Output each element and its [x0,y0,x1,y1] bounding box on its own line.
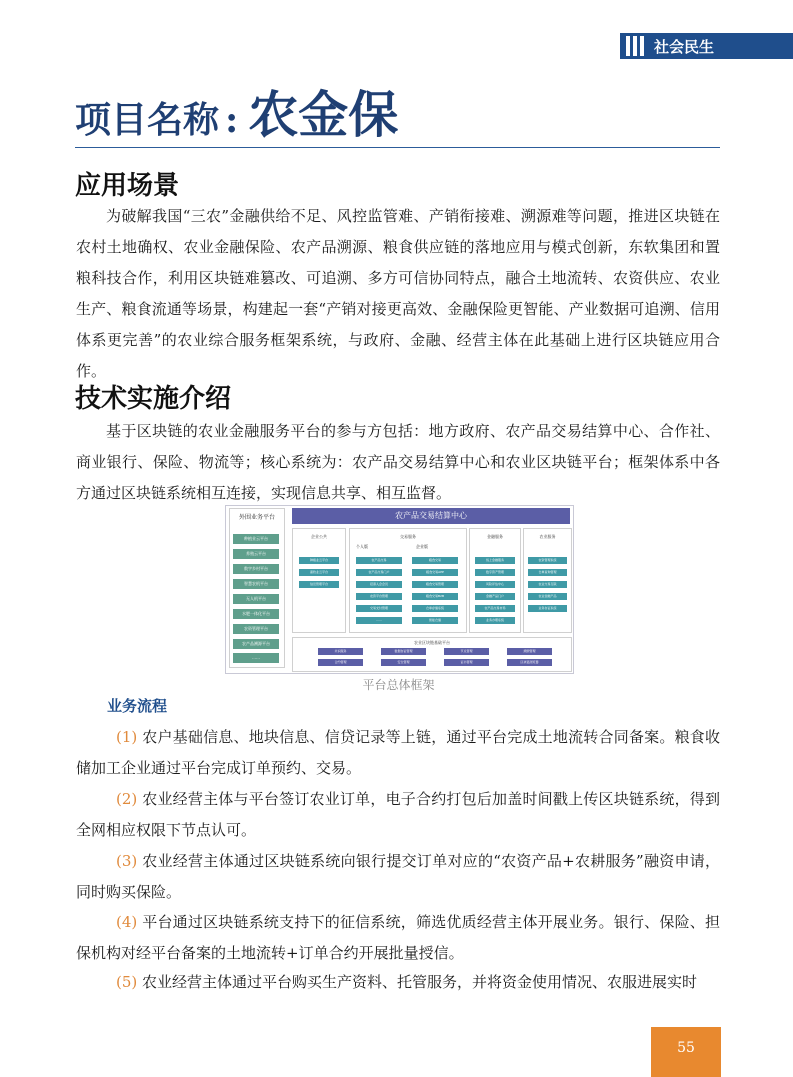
column-item: 仓单存储系统 [412,605,458,612]
base-platform-title: 农业区块链基础平台 [414,640,450,645]
title-divider [75,147,720,148]
step-text: 农业经营主体通过区块链系统向银行提交订单对应的“农资产品+农耕服务”融资申请，同时购买保险。 [76,852,720,901]
column-item: 交易支付管理 [356,605,402,612]
column-item: 粮食交易B2B [412,593,458,600]
peripheral-item: 无人机平台 [233,594,279,604]
column-item: 粮食交易 [412,557,458,564]
base-item: 区块链浏览器 [507,659,552,666]
column-item: 农产品交易 [356,557,402,564]
scenario-paragraph: 为破解我国“三农”金融供给不足、风控监管难、产销衔接难、溯源难等问题，推进区块链在农村土地确权、农业金融保险、农产品溯源、粮食供应链的落地应用与模式创新，东软集团和置粮科技合作，利用区块链难篡改、可追溯、多方可信协同特点，融合土地流转、农资供应、农业生产、粮食流通等场景，构建起一套“产销对接更高效、金融保险更智能、产业数据可追溯、信用体系更完善”的农业综合服务框架系统，与政府、金融、经营主体在此基础上进行区块链应用合作。 [76,207,720,380]
column-finance [469,528,521,633]
column-title: 农业服务 [539,534,556,539]
title-colon: : [225,99,239,141]
blockchain-base-platform [292,637,572,672]
peripheral-item: 种植业云平台 [233,534,279,544]
step-number: (2) [116,790,138,808]
column-item: 畜牧业云平台 [299,569,339,576]
column-item: 农资管理系统 [528,557,567,564]
page-title [75,75,398,147]
peripheral-item: 养殖云平台 [233,549,279,559]
base-item: 共识服务 [318,648,363,655]
process-step [76,722,720,784]
figure-caption: 平台总体框架 [362,678,435,692]
peripheral-item: …… [233,653,279,663]
column-item: 粮食交易管理 [412,581,458,588]
column-title: 企业公共 [311,534,327,539]
column-item: 业务存证系统 [528,605,567,612]
page-number: 55 [651,1027,721,1077]
column-item: 信息管理平台 [299,581,339,588]
platform-framework-figure [225,505,574,674]
process-title: 业务流程 [107,697,168,715]
column-trade [349,528,467,633]
section-heading-scenario: 应用场景 [75,171,180,201]
column-item: 业务办理系统 [475,617,515,624]
column-item: 农业交易互联 [528,581,567,588]
column-item: 农业金融产品 [528,593,567,600]
settlement-center-header: 农产品交易结算中心 [292,508,570,524]
base-item: 溯源管理 [507,648,552,655]
base-item: 数据存证管理 [381,648,426,655]
title-name: 农金保 [248,85,399,144]
step-number: (1) [116,728,138,746]
section-tag [620,33,793,59]
column-enterprise [292,528,346,633]
process-step [76,967,720,998]
column-item: 线上金融服务 [475,557,515,564]
column-title: 金融服务 [487,534,503,539]
column-item: 粮食交易APP [412,569,458,576]
step-number: (3) [116,852,138,870]
column-item: 金融产品门户 [475,593,515,600]
column-item: 农资平台管理 [356,593,402,600]
column-item: 智能仓储 [412,617,458,624]
base-item: 节点管理 [444,648,489,655]
base-item: 合约管理 [318,659,363,666]
section-heading-tech: 技术实施介绍 [75,384,232,414]
peripheral-platforms-box [229,508,285,668]
trade-sub-enterprise: 企业版 [416,544,428,549]
step-text: 农业经营主体通过平台购买生产资料、托管服务，并将资金使用情况、农服进展实时 [137,973,698,991]
column-item: 农产品交易门户 [356,569,402,576]
tag-bars [626,36,644,56]
column-agri [523,528,572,633]
column-item: 仓单查询管理 [528,569,567,576]
column-item: 种植业云平台 [299,557,339,564]
column-item: 风险评估中心 [475,581,515,588]
column-title: 交易服务 [400,534,416,539]
peripheral-item: 智慧农机平台 [233,579,279,589]
step-text: 农户基础信息、地块信息、信贷记录等上链，通过平台完成土地流转合同备案。粮食收储加工企业通过平台完成订单预约、交易。 [76,728,720,777]
column-item: 招商入会会员 [356,581,402,588]
step-text: 平台通过区块链系统支持下的征信系统，筛选优质经营主体开展业务。银行、保险、担保机构对经平台备案的土地流转+订单合约开展批量授信。 [76,913,720,962]
trade-sub-personal: 个人版 [356,544,368,549]
peripheral-item: 水肥一体化平台 [233,609,279,619]
base-item: 证书管理 [444,659,489,666]
column-item: 数字资产管理 [475,569,515,576]
tech-paragraph: 基于区块链的农业金融服务平台的参与方包括：地方政府、农产品交易结算中心、合作社、商业银行、保险、物流等；核心系统为：农产品交易结算中心和农业区块链平台；框架体系中各方通过区块链系统相互连接，实现信息共享、相互监督。 [76,422,720,502]
column-item: 农产品交易市场 [475,605,515,612]
base-item: 安全管理 [381,659,426,666]
peripheral-item: 农产品溯源平台 [233,639,279,649]
column-item: …… [356,617,402,624]
process-step [76,784,720,846]
peripheral-item: 数字乡村平台 [233,564,279,574]
peripheral-title: 外围业务平台 [238,514,275,521]
peripheral-item: 农资管理平台 [233,624,279,634]
section-tag-label: 社会民生 [654,37,715,56]
process-step [76,846,720,908]
step-number: (4) [116,913,138,931]
title-prefix: 项目名称 [75,99,220,141]
step-text: 农业经营主体与平台签订农业订单，电子合约打包后加盖时间戳上传区块链系统，得到全网相应权限下节点认可。 [76,790,720,839]
process-step [76,907,720,969]
step-number: (5) [116,973,138,991]
